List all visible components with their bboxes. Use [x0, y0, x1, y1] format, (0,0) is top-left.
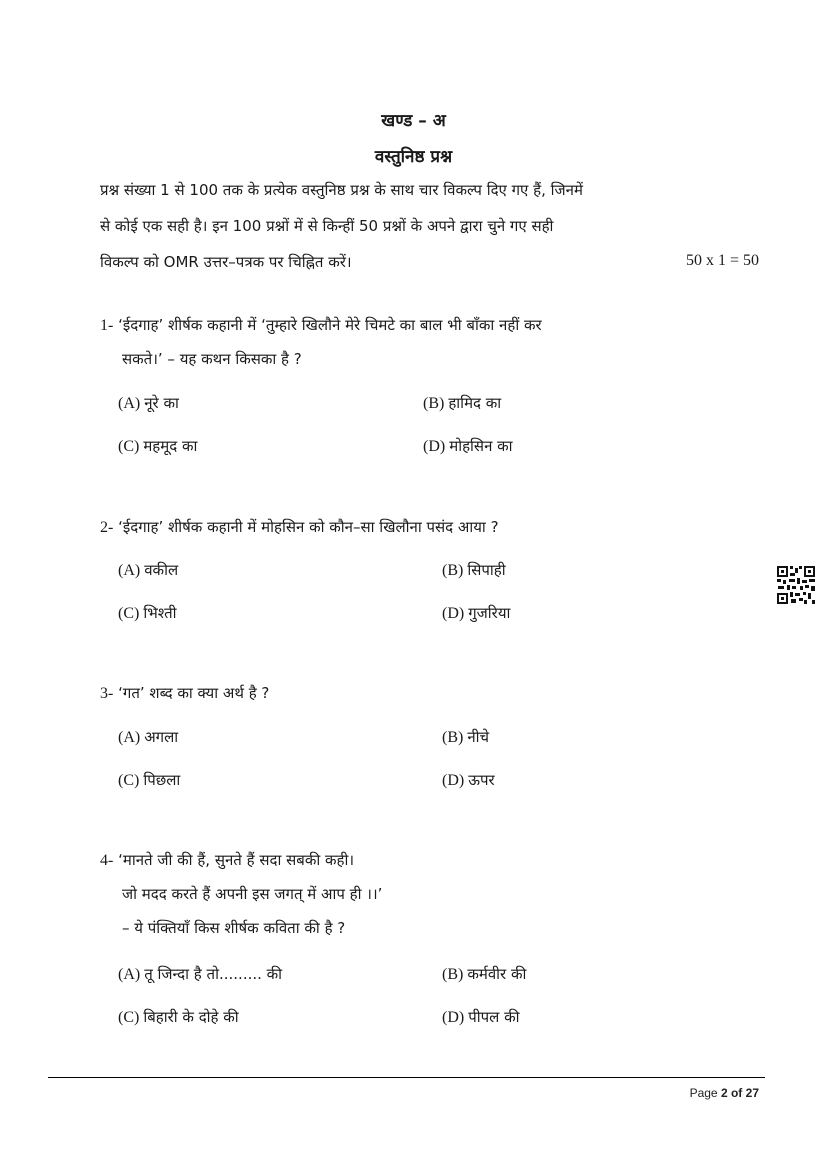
question-4-line-2: जो मदद करते हैं अपनी इस जगत् में आप ही ।।’ [122, 885, 383, 903]
page-word: Page [689, 1086, 718, 1100]
option-text: बिहारी के दोहे की [143, 1008, 239, 1026]
option-text: कर्मवीर की [467, 965, 527, 983]
instruction-line-3: विकल्प को OMR उत्तर–पत्रक पर चिह्नित करें। [100, 253, 352, 271]
option-text: पिछला [143, 771, 181, 789]
option-label: (A) [118, 395, 141, 412]
question-1-option-c[interactable] [118, 436, 197, 456]
question-2-option-d[interactable] [442, 603, 510, 623]
option-text: सिपाही [467, 561, 506, 579]
option-label: (D) [423, 438, 446, 455]
marks-scheme: 50 x 1 = 50 [685, 252, 759, 269]
question-3-option-a[interactable] [118, 727, 178, 747]
question-text-line: ‘ईदगाह’ शीर्षक कहानी में मोहसिन को कौन–सा खिलौना पसंद आया ? [118, 518, 499, 536]
question-2 [100, 517, 499, 537]
question-4-option-b[interactable] [442, 964, 526, 984]
question-4-option-a[interactable] [118, 964, 282, 984]
option-text: ऊपर [468, 771, 495, 789]
option-text: मोहसिन का [449, 437, 513, 455]
option-label: (A) [118, 966, 141, 983]
page-current: 2 [720, 1086, 728, 1100]
question-text-line: ‘मानते जी की हैं, सुनते हैं सदा सबकी कही। [118, 851, 355, 869]
option-text: पीपल की [468, 1008, 520, 1026]
question-4 [100, 850, 354, 870]
question-1-option-b[interactable] [423, 393, 501, 413]
option-label: (B) [442, 562, 464, 579]
option-text: भिश्ती [143, 604, 177, 622]
option-label: (C) [118, 605, 140, 622]
question-2-option-b[interactable] [442, 560, 506, 580]
option-label: (C) [118, 772, 140, 789]
question-3-option-b[interactable] [442, 727, 489, 747]
question-text-line: ‘गत’ शब्द का क्या अर्थ है ? [118, 684, 270, 702]
question-number: 1- [100, 317, 114, 334]
option-text: गुजरिया [468, 604, 511, 622]
of-word: of [730, 1086, 743, 1100]
option-label: (D) [442, 605, 465, 622]
option-text: नीचे [467, 728, 490, 746]
question-1-option-a[interactable] [118, 393, 179, 413]
option-label: (B) [442, 729, 464, 746]
question-number: 3- [100, 685, 114, 702]
option-label: (D) [442, 1009, 465, 1026]
option-label: (C) [118, 1009, 140, 1026]
option-text: महमूद का [143, 437, 198, 455]
question-4-option-c[interactable] [118, 1007, 239, 1027]
question-2-option-c[interactable] [118, 603, 177, 623]
instruction-line-2: से कोई एक सही है। इन 100 प्रश्नों में से किन्हीं 50 प्रश्नों के अपने द्वारा चुने गए सही [100, 217, 554, 235]
option-text: वकील [144, 561, 179, 579]
question-4-option-d[interactable] [442, 1007, 520, 1027]
qr-code-icon[interactable] [776, 565, 816, 605]
question-3 [100, 683, 269, 703]
option-label: (B) [423, 395, 445, 412]
option-text: नूरे का [144, 394, 179, 412]
section-title: खण्ड – अ [381, 111, 446, 131]
question-number: 2- [100, 519, 114, 536]
footer-divider [48, 1077, 765, 1078]
question-4-line-3: – ये पंक्तियाँ किस शीर्षक कविता की है ? [122, 919, 346, 937]
option-label: (A) [118, 729, 141, 746]
question-2-option-a[interactable] [118, 560, 178, 580]
question-1-option-d[interactable] [423, 436, 513, 456]
page-indicator [690, 1086, 759, 1100]
option-label: (C) [118, 438, 140, 455]
question-3-option-d[interactable] [442, 770, 495, 790]
option-text: तू जिन्दा है तो......... की [144, 965, 283, 983]
instruction-line-1: प्रश्न संख्या 1 से 100 तक के प्रत्येक वस्तुनिष्ठ प्रश्न के साथ चार विकल्प दिए गए हैं, जिनमें [100, 181, 583, 199]
section-subtitle: वस्तुनिष्ठ प्रश्न [374, 147, 453, 167]
question-3-option-c[interactable] [118, 770, 180, 790]
question-number: 4- [100, 852, 114, 869]
option-text: हामिद का [448, 394, 502, 412]
question-1 [100, 315, 542, 335]
page-total: 27 [745, 1086, 759, 1100]
option-label: (B) [442, 966, 464, 983]
question-text-line: ‘ईदगाह’ शीर्षक कहानी में ‘तुम्हारे खिलौने मेरे चिमटे का बाल भी बाँका नहीं कर [118, 316, 542, 334]
question-1-continuation: सकते।’ – यह कथन किसका है ? [122, 350, 302, 368]
option-text: अगला [144, 728, 179, 746]
option-label: (D) [442, 772, 465, 789]
option-label: (A) [118, 562, 141, 579]
